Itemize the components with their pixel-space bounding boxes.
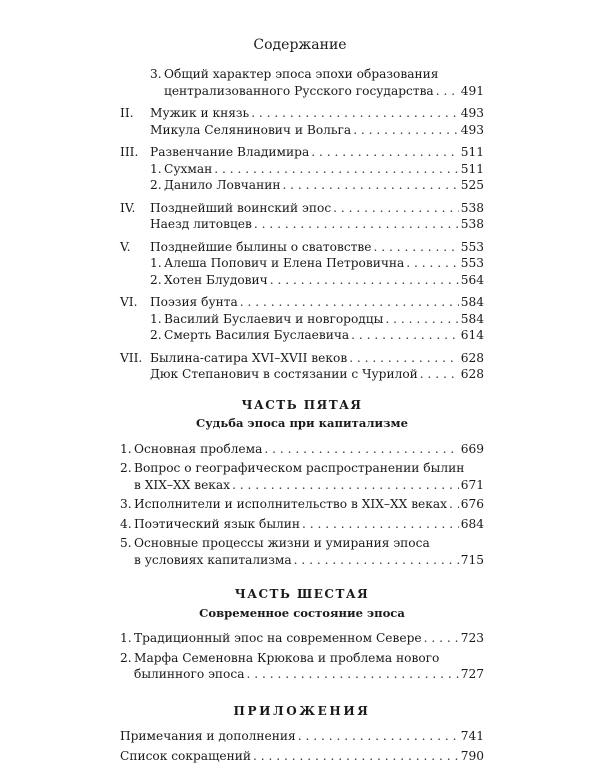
toc-line [120, 728, 484, 745]
toc-title: Поэзия бунта [150, 294, 238, 311]
toc-entry [120, 650, 484, 683]
toc-title: Позднейший воинский эпос [150, 200, 331, 217]
toc-page-number: 564 [461, 272, 484, 289]
toc-number: 5. [120, 535, 134, 552]
toc-number: 2. [150, 272, 164, 289]
toc-entry [120, 460, 484, 493]
toc-number: 2. [150, 177, 164, 194]
toc-number: 2. [120, 650, 134, 667]
toc-title: Василий Буслаевич и новгородцы [164, 311, 383, 328]
toc-line [120, 666, 484, 683]
toc-number: 2. [120, 460, 134, 477]
toc-page-number: 614 [461, 327, 484, 344]
dot-leader [373, 239, 458, 256]
running-head: Содержание [0, 37, 600, 53]
toc-line [120, 161, 484, 178]
toc-line [120, 441, 484, 458]
dot-leader [424, 630, 459, 647]
toc-page-number: 493 [461, 122, 484, 139]
toc-entry-3 [120, 66, 484, 99]
toc-title: Смерть Василия Буслаевича [164, 327, 349, 344]
toc-line [120, 650, 484, 667]
dot-leader [333, 200, 459, 217]
part-title: Современное состояние эпоса [120, 605, 484, 622]
toc-line [120, 294, 484, 311]
dot-leader [406, 255, 458, 272]
toc-page-number: 538 [461, 200, 484, 217]
dot-leader [264, 441, 458, 458]
toc-page-number: 628 [461, 366, 484, 383]
dot-leader [311, 144, 459, 161]
dot-leader [420, 366, 459, 383]
toc-line [120, 516, 484, 533]
toc-line [120, 255, 484, 272]
toc-title: Основные процессы жизни и умирания эпоса [134, 535, 430, 552]
toc-line [120, 630, 484, 647]
toc-title: Позднейшие былины о сватовстве [150, 239, 371, 256]
toc-line [120, 105, 484, 122]
dot-leader [240, 294, 459, 311]
dot-leader [246, 666, 458, 683]
toc-line [120, 122, 484, 139]
part-label: ЧАСТЬ ПЯТАЯ [120, 397, 484, 414]
toc-entry [120, 496, 484, 513]
toc-line [120, 272, 484, 289]
toc-page-number: 525 [461, 177, 484, 194]
toc-page-number: 538 [461, 216, 484, 233]
toc-entry [120, 516, 484, 533]
toc-page-number: 723 [461, 630, 484, 647]
toc-page-number: 511 [461, 144, 484, 161]
toc-number: V. [120, 239, 150, 256]
toc-number: VI. [120, 294, 150, 311]
toc-line [120, 350, 484, 367]
toc-line [120, 66, 484, 83]
toc-entry [120, 535, 484, 568]
toc-entry [120, 630, 484, 647]
toc-title: Алеша Попович и Елена Петровична [164, 255, 404, 272]
toc-line [120, 144, 484, 161]
toc-section-vi [120, 294, 484, 344]
toc-entry [120, 441, 484, 458]
toc-title: централизованного Русского государства [164, 83, 434, 100]
dot-leader [302, 516, 459, 533]
toc-title: Микула Селянинович и Вольга [150, 122, 351, 139]
toc-line [120, 177, 484, 194]
toc-line [120, 496, 484, 513]
toc-number: 2. [150, 327, 164, 344]
toc-number: 4. [120, 516, 134, 533]
toc-number: 1. [150, 311, 164, 328]
toc-title: Данило Ловчанин [164, 177, 280, 194]
part-five-heading [120, 397, 484, 432]
toc-number: 3. [120, 496, 134, 513]
toc-title: Сухман [164, 161, 212, 178]
toc-section-v [120, 239, 484, 289]
part-label: ПРИЛОЖЕНИЯ [120, 703, 484, 720]
toc-title: Былина-сатира XVI–XVII веков [150, 350, 347, 367]
dot-leader [214, 161, 458, 178]
toc-title: в XIX–XX веках [134, 477, 230, 494]
dot-leader [294, 552, 459, 569]
toc-title: Список сокращений [120, 748, 251, 764]
toc-title: Исполнители и исполнительство в XIX–XX веках [134, 496, 447, 513]
dot-leader [349, 350, 459, 367]
dot-leader [449, 496, 459, 513]
toc-page-number: 553 [461, 255, 484, 272]
toc-line [120, 200, 484, 217]
part-label: ЧАСТЬ ШЕСТАЯ [120, 586, 484, 603]
toc-line [120, 311, 484, 328]
toc-line [120, 460, 484, 477]
toc-section-iii [120, 144, 484, 194]
toc-title: Примечания и дополнения [120, 728, 296, 745]
toc-page-number: 628 [461, 350, 484, 367]
toc-number: 1. [150, 255, 164, 272]
toc-title: Поэтический язык былин [134, 516, 300, 533]
toc-page-number: 584 [461, 294, 484, 311]
toc-page-number: 553 [461, 239, 484, 256]
toc-page-number: 676 [461, 496, 484, 513]
dot-leader [232, 477, 459, 494]
toc-section-vii [120, 350, 484, 383]
toc-line [120, 366, 484, 383]
dot-leader [254, 216, 459, 233]
toc-number: IV. [120, 200, 150, 217]
toc-page-number: 493 [461, 105, 484, 122]
toc-page-number: 727 [461, 666, 484, 683]
toc-page-number: 584 [461, 311, 484, 328]
part-six-heading [120, 586, 484, 621]
dot-leader [353, 122, 459, 139]
toc-section-iv [120, 200, 484, 233]
toc-title: Развенчание Владимира [150, 144, 309, 161]
dot-leader [251, 105, 459, 122]
toc-line [120, 477, 484, 494]
toc-number: 3. [150, 66, 164, 83]
toc-section-ii [120, 105, 484, 138]
table-of-contents [120, 66, 484, 764]
toc-number: 1. [120, 630, 134, 647]
toc-number: III. [120, 144, 150, 161]
toc-page-number: 715 [461, 552, 484, 569]
toc-title: Хотен Блудович [164, 272, 268, 289]
toc-title: в условиях капитализма [134, 552, 292, 569]
toc-number: 1. [120, 441, 134, 458]
dot-leader [436, 83, 459, 100]
part-title: Судьба эпоса при капитализме [120, 415, 484, 432]
toc-line [120, 552, 484, 569]
toc-title: Традиционный эпос на современном Севере [134, 630, 422, 647]
dot-leader [351, 327, 459, 344]
toc-number: VII. [120, 350, 150, 367]
toc-title: Дюк Степанович в состязании с Чурилой [150, 366, 418, 383]
toc-page-number: 671 [461, 477, 484, 494]
toc-page-number: 684 [461, 516, 484, 533]
toc-line [120, 327, 484, 344]
toc-title: Вопрос о географическом распространении былин [134, 460, 464, 477]
appendix-heading [120, 703, 484, 720]
toc-title: Основная проблема [134, 441, 262, 458]
toc-number: 1. [150, 161, 164, 178]
toc-title: Наезд литовцев [150, 216, 252, 233]
toc-title: Общий характер эпоса эпохи образования [164, 66, 438, 83]
toc-title: Мужик и князь [150, 105, 249, 122]
dot-leader [270, 272, 459, 289]
dot-leader [298, 728, 459, 745]
toc-number: II. [120, 105, 150, 122]
toc-page-number: 741 [461, 728, 484, 745]
toc-page-number: 790 [461, 748, 484, 764]
toc-title: Марфа Семеновна Крюкова и проблема нового [134, 650, 439, 667]
toc-line [120, 216, 484, 233]
dot-leader [385, 311, 458, 328]
toc-line [120, 83, 484, 100]
dot-leader [282, 177, 458, 194]
toc-line [120, 535, 484, 552]
toc-page-number: 511 [461, 161, 484, 178]
toc-page-number: 669 [461, 441, 484, 458]
toc-page-number: 491 [461, 83, 484, 100]
toc-title: былинного эпоса [134, 666, 244, 683]
toc-line [120, 239, 484, 256]
